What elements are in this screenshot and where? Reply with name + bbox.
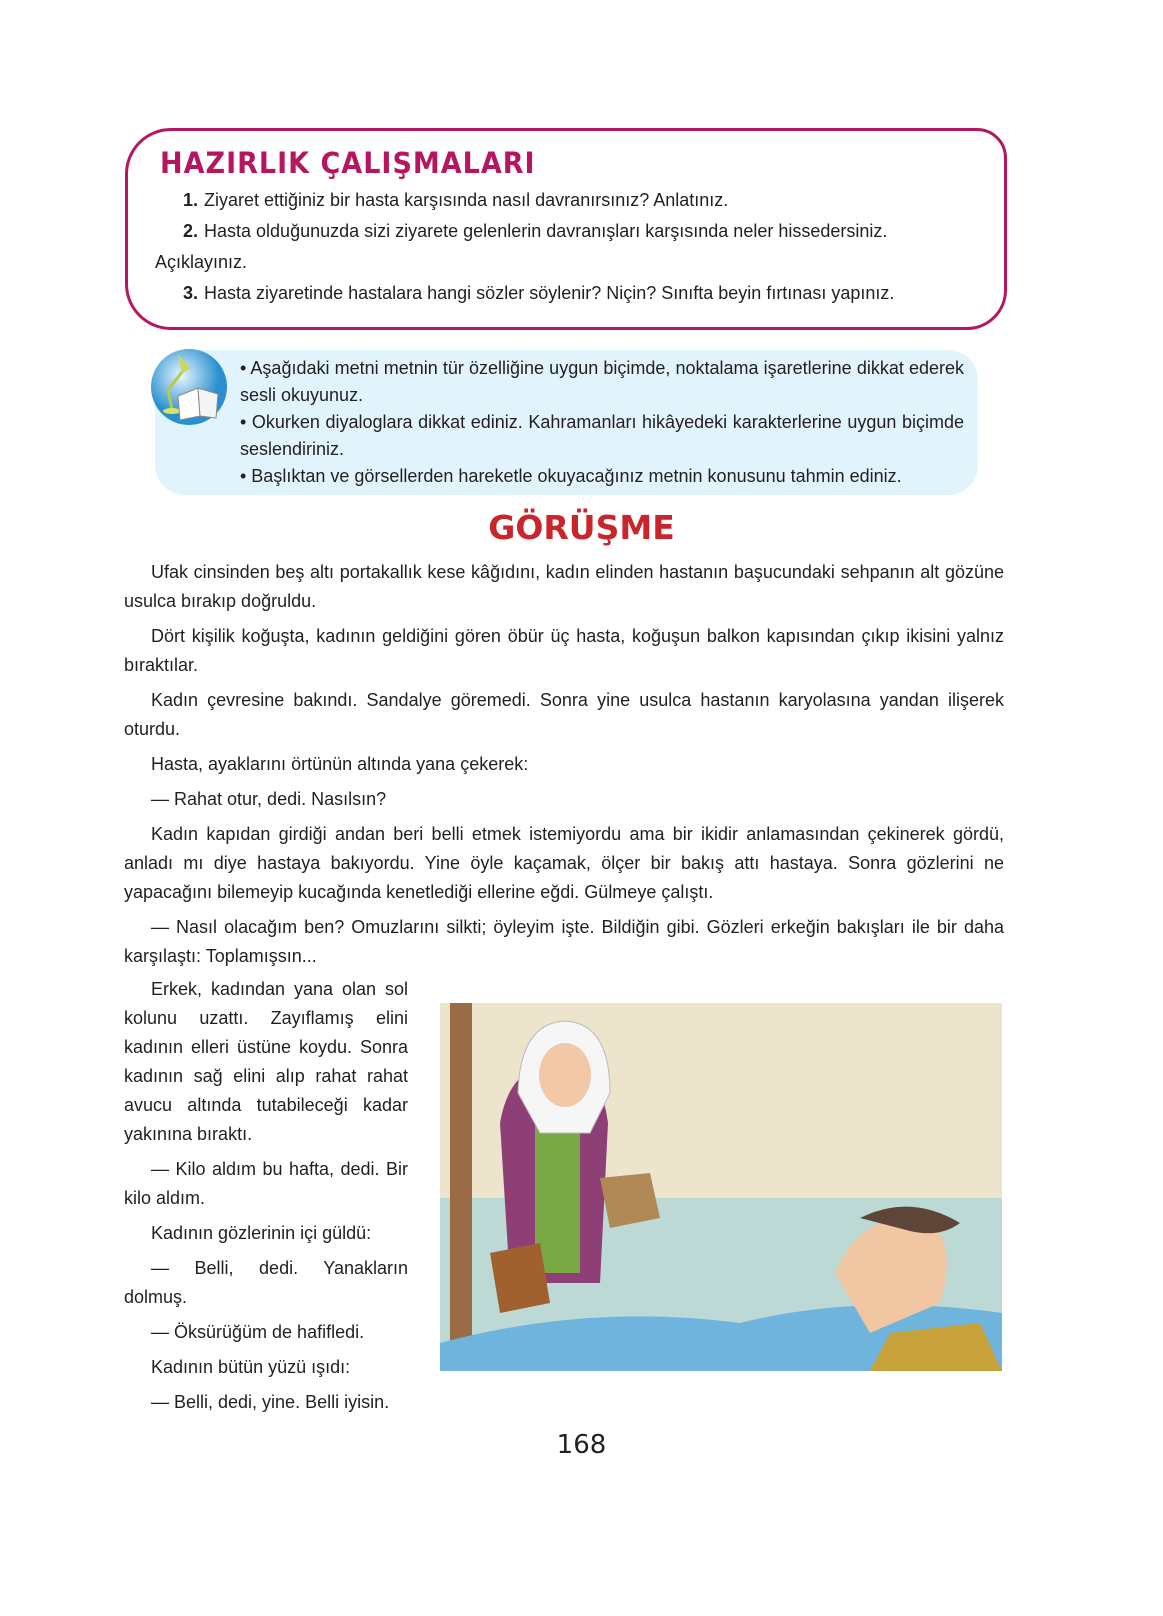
preparation-title: HAZIRLIK ÇALIŞMALARI: [160, 146, 536, 181]
tip-item: • Okurken diyaloglara dikkat ediniz. Kahramanları hikâyedeki karakterlerine uygun biçimde seslendiriniz.: [240, 412, 964, 459]
paragraph: Kadının bütün yüzü ışıdı:: [151, 1357, 351, 1377]
reading-tips: [240, 355, 964, 490]
question-3: 3. Hasta ziyaretinde hastalara hangi sözler söylenir? Niçin? Sınıfta beyin fırtınası yapınız.: [183, 283, 895, 303]
paragraph: — Nasıl olacağım ben? Omuzlarını silkti; öyleyim işte. Bildiğin gibi. Gözleri erkeğin bakışları ile bir daha karşılaştı: Toplamışsın...: [124, 917, 1004, 966]
paragraph: Kadın çevresine bakındı. Sandalye göremedi. Sonra yine usulca hastanın karyolasına yandan ilişerek oturdu.: [124, 690, 1004, 739]
lamp-book-icon: [150, 348, 228, 426]
question-2: 2. Hasta olduğunuzda sizi ziyarete gelenlerin davranışları karşısında neler hissedersiniz. Açıklayınız.: [155, 221, 888, 272]
paragraph: Kadının gözlerinin içi güldü:: [151, 1223, 372, 1243]
paragraph: — Belli, dedi, yine. Belli iyisin.: [151, 1392, 390, 1412]
story-body: [124, 558, 1004, 977]
page-number: 168: [556, 1430, 607, 1460]
paragraph: — Kilo aldım bu hafta, dedi. Bir kilo aldım.: [124, 1159, 408, 1208]
paragraph: Erkek, kadından yana olan sol kolunu uzattı. Zayıflamış elini kadının elleri üstüne koydu. Sonra kadının sağ elini alıp rahat rahat avucu altında tutabileceği kadar yakınına bıraktı.: [124, 979, 408, 1144]
paragraph: — Belli, dedi. Yanakların dolmuş.: [124, 1258, 408, 1307]
tip-item: • Aşağıdaki metni metnin tür özelliğine uygun biçimde, noktalama işaretlerine dikkat ederek sesli okuyunuz.: [240, 358, 964, 405]
paragraph: — Rahat otur, dedi. Nasılsın?: [151, 789, 387, 809]
paragraph: — Öksürüğüm de hafifledi.: [151, 1322, 365, 1342]
tip-item: • Başlıktan ve görsellerden hareketle okuyacağınız metnin konusunu tahmin ediniz.: [240, 466, 902, 486]
question-1: 1. Ziyaret ettiğiniz bir hasta karşısında nasıl davranırsınız? Anlatınız.: [183, 190, 729, 210]
paragraph: Kadın kapıdan girdiği andan beri belli etmek istemiyordu ama bir ikidir anlamasından çekinerek gördü, anladı mı diye hastaya bakıyordu. Yine öyle kaçamak, ölçer bir bakış attı hastaya. Sonra gözlerini ne yapacağını bilemeyip kucağında kenetlediği ellerine eğdi. Gülmeye çalıştı.: [124, 824, 1004, 902]
paragraph: Hasta, ayaklarını örtünün altında yana çekerek:: [151, 754, 529, 774]
paragraph: Ufak cinsinden beş altı portakallık kese kâğıdını, kadın elinden hastanın başucundaki sehpanın alt gözüne usulca bırakıp doğruldu.: [124, 562, 1004, 611]
paragraph: Dört kişilik koğuşta, kadının geldiğini gören öbür üç hasta, koğuşun balkon kapısından çıkıp ikisini yalnız bıraktılar.: [124, 626, 1004, 675]
story-column: [124, 975, 408, 1423]
story-title: GÖRÜŞME: [488, 508, 675, 547]
hospital-visit-illustration: [440, 1003, 1002, 1371]
